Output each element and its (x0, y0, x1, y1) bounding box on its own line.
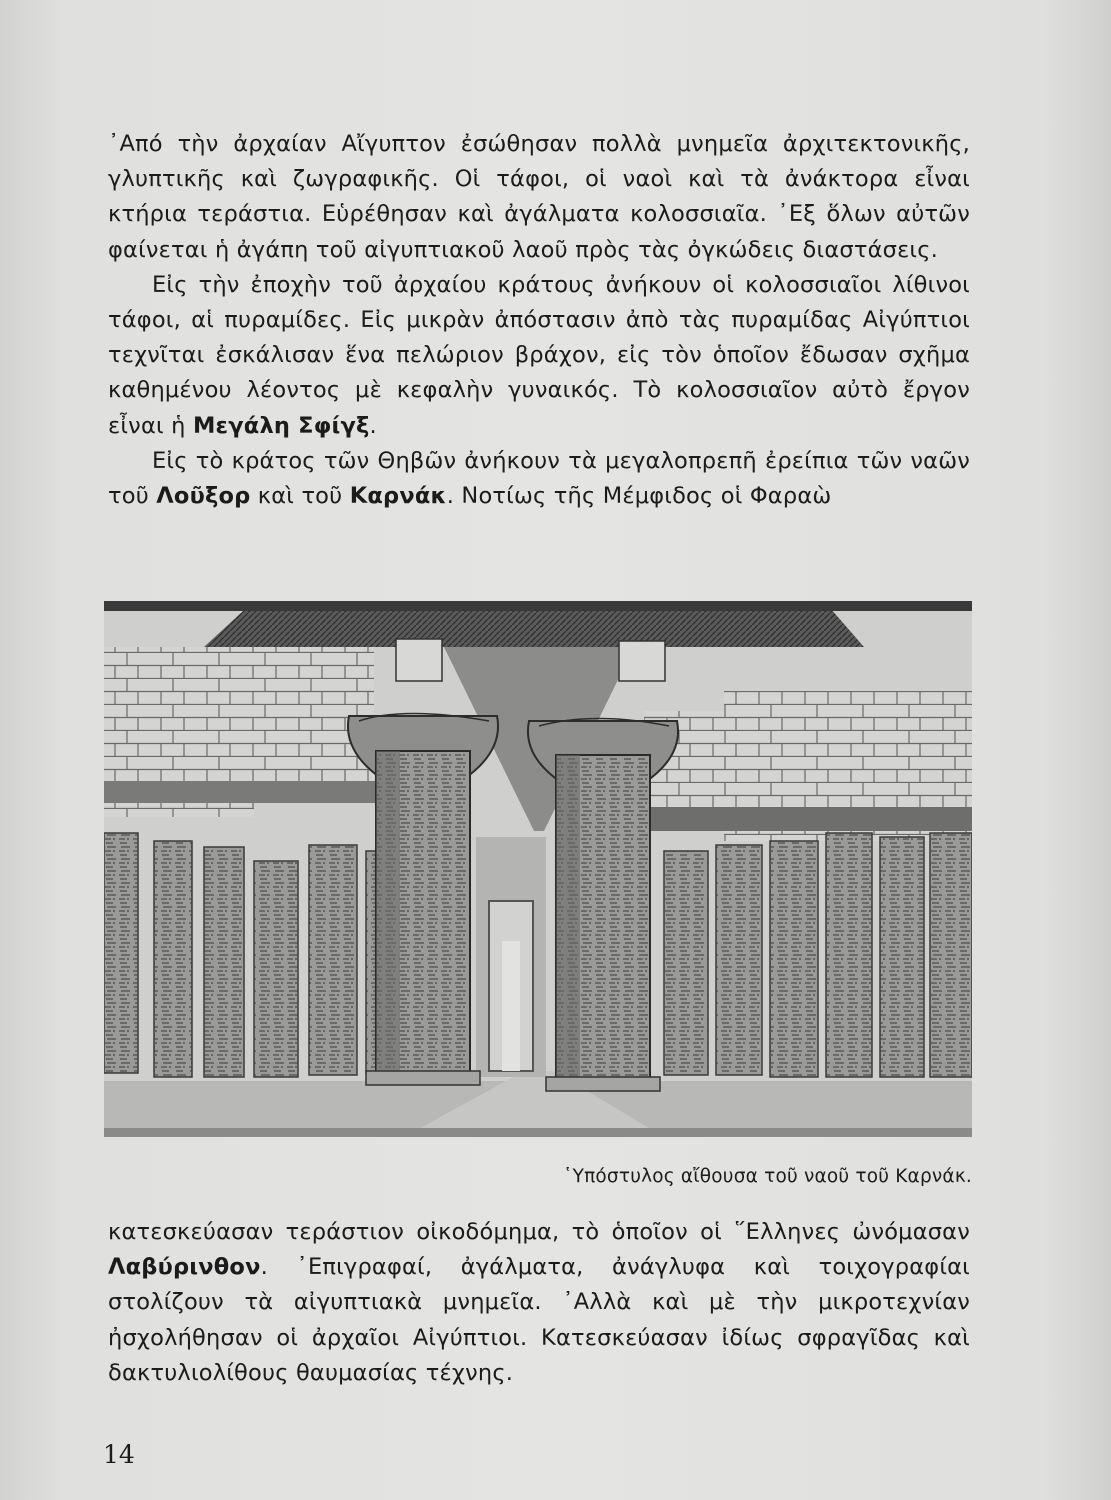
great-sphinx-term: Μεγάλη Σφίγξ (192, 412, 370, 439)
luxor-term: Λοῦξορ (156, 483, 251, 510)
karnak-hypostyle-hall-illustration (104, 601, 972, 1137)
paragraph-thebes-and: καὶ τοῦ (257, 483, 343, 510)
paragraph-sphinx-text: Εἰς τὴν ἐποχὴν τοῦ ἀρχαίου κράτους ἀνήκουν οἱ κολοσσιαῖοι λίθινοι τάφοι, αἱ πυραμίδες. Εἰς μικρὰν ἀπόστασιν ἀπὸ τὰς πυραμίδας Αἰγύπτιοι τεχνῖται ἐσκάλισαν ἕνα πελώριον βράχον, εἰς τὸν ὁποῖον ἔδωσαν σχῆμα καθημένου λέοντος μὲ κεφαλὴν γυναικός. Τὸ κολοσσιαῖον αὐτὸ ἔργον εἶναι ἡ (108, 271, 970, 439)
labyrinth-term: Λαβύρινθον (108, 1254, 261, 1281)
paragraph-thebes-end: . Νοτίως τῆς Μέμφιδος οἱ Φαραὼ (446, 483, 832, 510)
paragraph-thebes (108, 444, 970, 514)
paragraph-egypt-monuments: ᾿Από τὴν ἀρχαίαν Αἴγυπτον ἐσώθησαν πολλὰ μνημεῖα ἀρχιτεκτονικῆς, γλυπτικῆς καὶ ζωγραφικῆς. Οἱ τάφοι, οἱ ναοὶ καὶ τὰ ἀνάκτορα εἶναι κτήρια τεράστια. Εὑρέθησαν καὶ ἀγάλματα κολοσσιαῖα. ᾿Εξ ὅλων αὐτῶν φαίνεται ἡ ἀγάπη τοῦ αἰγυπτιακοῦ λαοῦ πρὸς τὰς ὀγκώδεις διαστάσεις. (108, 131, 970, 263)
page-number: 14 (103, 1440, 135, 1469)
karnak-term: Καρνάκ (349, 483, 447, 510)
figure-caption: ῾Υπόστυλος αἴθουσα τοῦ ναοῦ τοῦ Καρνάκ. (563, 1166, 972, 1187)
paragraph-sphinx-end: . (369, 412, 377, 439)
lower-text (108, 1215, 970, 1391)
paragraph-pyramids-sphinx (108, 268, 970, 444)
paragraph-labyrinth-end: . ᾿Επιγραφαί, ἀγάλματα, ἀνάγλυφα καὶ τοιχογραφίαι στολίζουν τὰ αἰγυπτιακὰ μνημεῖα. ᾿Αλλὰ καὶ μὲ τὴν μικροτεχνίαν ἠσχολήθησαν οἱ ἀρχαῖοι Αἰγύπτιοι. Κατεσκεύασαν ἰδίως σφραγῖδας καὶ δακτυλιολίθους θαυμασίας τέχνης. (108, 1254, 970, 1386)
upper-text (108, 127, 970, 514)
paragraph-labyrinth-text: κατεσκεύασαν τεράστιον οἰκοδόμημα, τὸ ὁποῖον οἱ ῞Ελληνες ὠνόμασαν (108, 1219, 970, 1245)
paragraph-labyrinth (108, 1215, 970, 1391)
paragraph-thebes-text: Εἰς τὸ κράτος τῶν Θηβῶν ἀνήκουν τὰ μεγαλοπρεπῆ ἐρείπια τῶν ναῶν τοῦ (108, 447, 970, 510)
